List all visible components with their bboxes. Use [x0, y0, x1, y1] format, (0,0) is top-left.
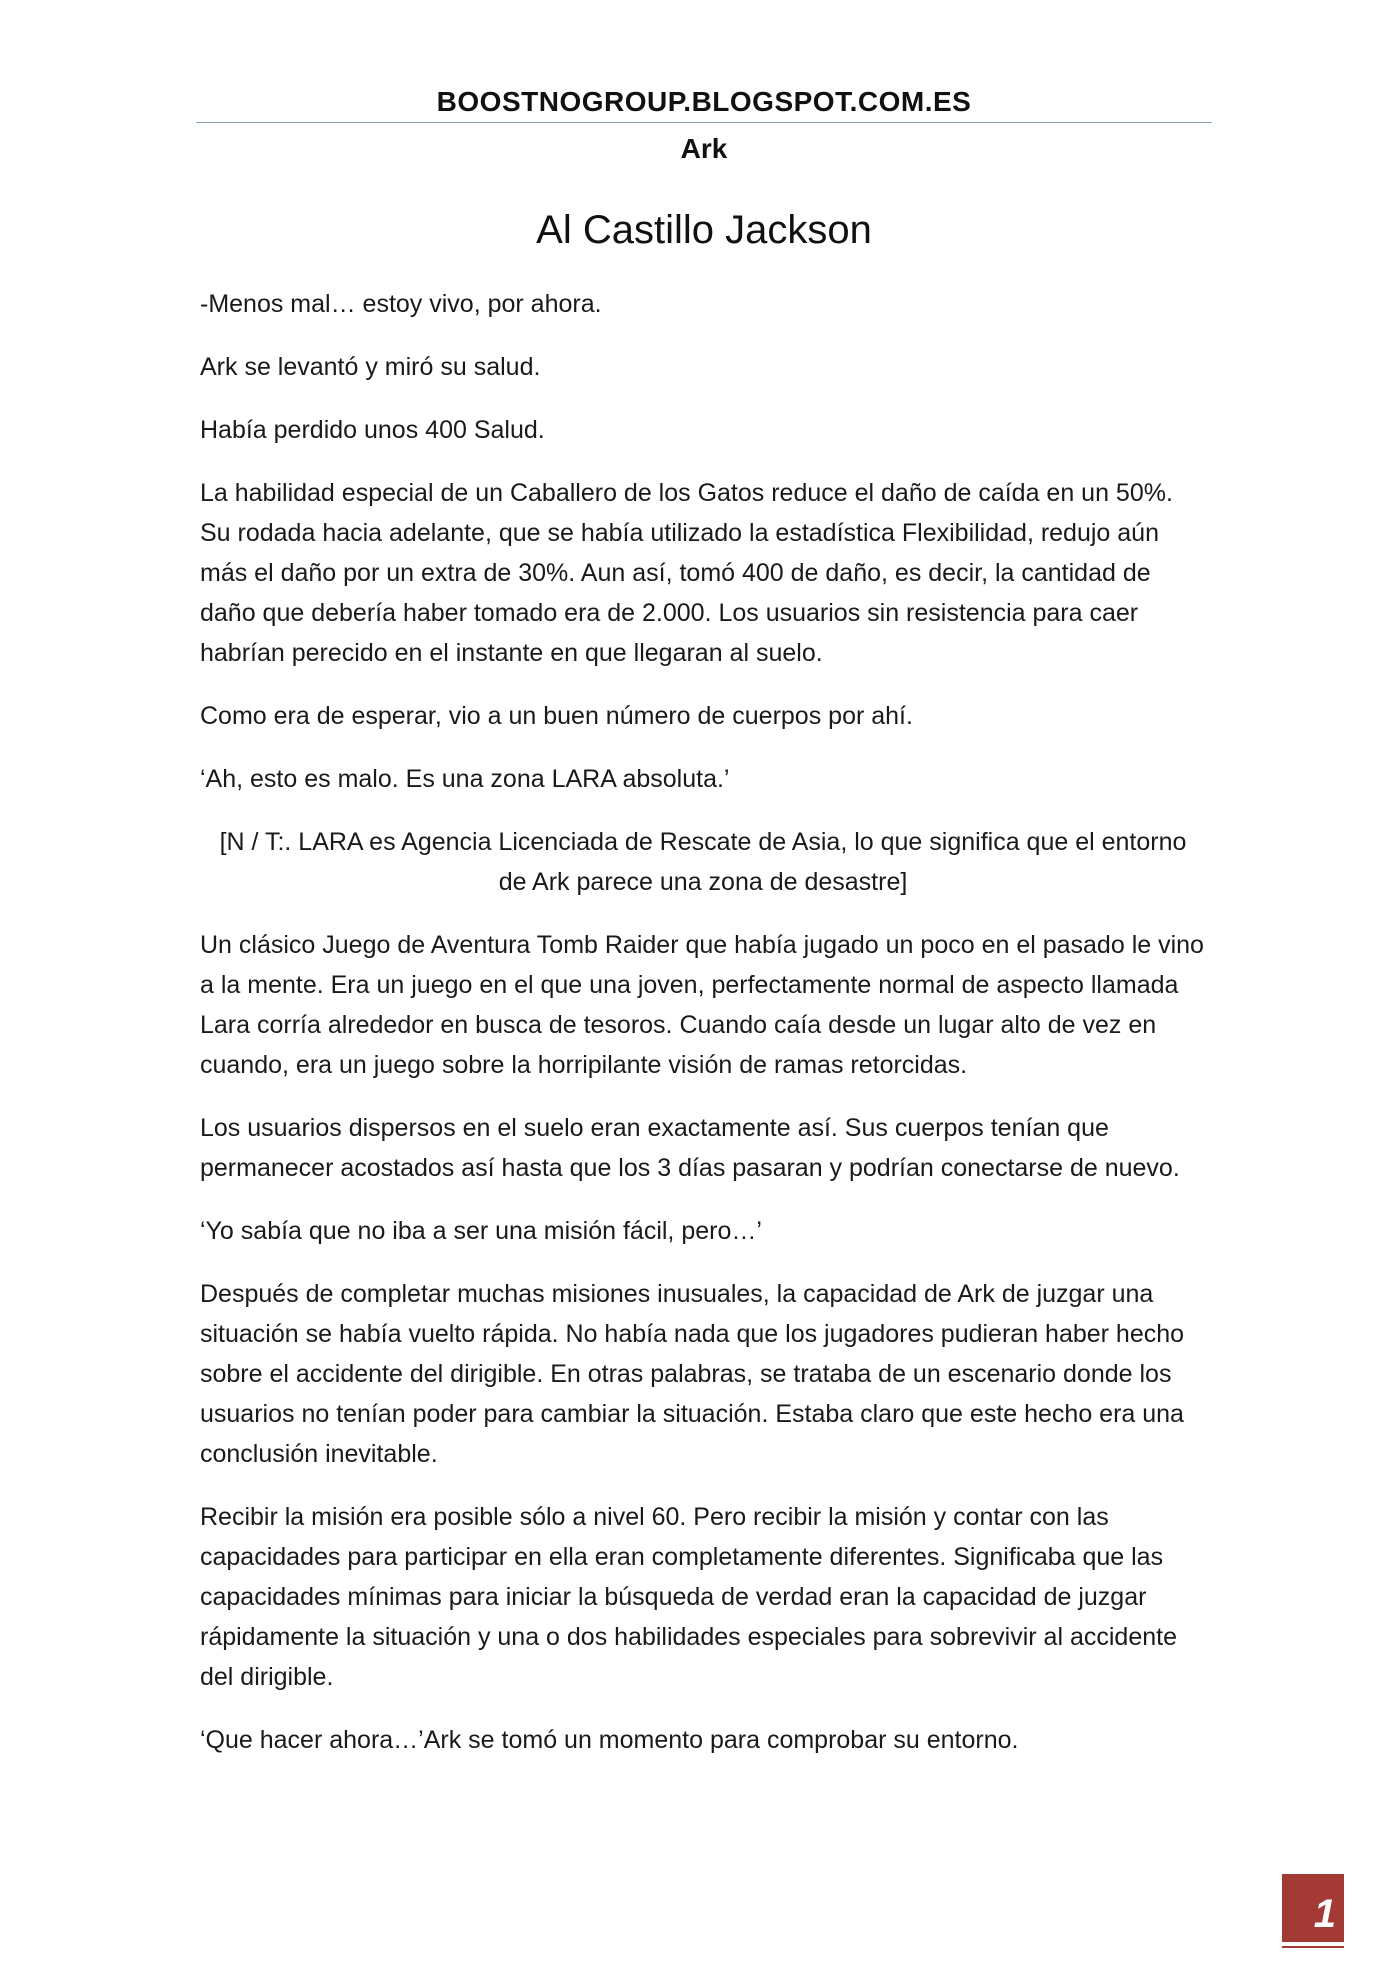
page-number-badge — [1282, 1874, 1344, 1942]
paragraph: ‘Ah, esto es malo. Es una zona LARA absoluta.’ — [200, 765, 730, 793]
paragraph: Como era de esperar, vio a un buen número de cuerpos por ahí. — [200, 702, 913, 730]
paragraph: ‘Que hacer ahora…’Ark se tomó un momento para comprobar su entorno. — [200, 1726, 1019, 1754]
translator-note: [N / T:. LARA es Agencia Licenciada de Rescate de Asia, lo que significa que el entorno de Ark parece una zona de desastre] — [219, 828, 1187, 896]
page-number-underline — [1282, 1946, 1344, 1948]
book-title: Ark — [680, 133, 728, 164]
paragraph: Un clásico Juego de Aventura Tomb Raider que había jugado un poco en el pasado le vino a la mente. Era un juego en el que una joven, perfectamente normal de aspecto llamada Lara corría alrededor en busca de tesoros. Cuando caía desde un lugar alto de vez en cuando, era un juego sobre la horripilante visión de ramas retorcidas. — [200, 931, 1204, 1079]
paragraph: Después de completar muchas misiones inusuales, la capacidad de Ark de juzgar una situación se había vuelto rápida. No había nada que los jugadores pudieran haber hecho sobre el accidente del dirigible. En otras palabras, se trataba de un escenario donde los usuarios no tenían poder para cambiar la situación. Estaba claro que este hecho era una conclusión inevitable. — [200, 1280, 1185, 1468]
paragraph: -Menos mal… estoy vivo, por ahora. — [200, 290, 602, 318]
paragraph: Los usuarios dispersos en el suelo eran exactamente así. Sus cuerpos tenían que permanecer acostados así hasta que los 3 días pasaran y podrían conectarse de nuevo. — [200, 1114, 1180, 1182]
paragraph: Recibir la misión era posible sólo a nivel 60. Pero recibir la misión y contar con las capacidades para participar en ella eran completamente diferentes. Significaba que las capacidades mínimas para iniciar la búsqueda de verdad eran la capacidad de juzgar rápidamente la situación y una o dos habilidades especiales para sobrevivir al accidente del dirigible. — [200, 1503, 1177, 1691]
site-title: BOOSTNOGROUP.BLOGSPOT.COM.ES — [436, 86, 972, 117]
page-number: 1 — [1313, 1892, 1336, 1936]
paragraph: La habilidad especial de un Caballero de los Gatos reduce el daño de caída en un 50%. Su rodada hacia adelante, que se había utilizado la estadística Flexibilidad, redujo aún más el daño por un extra de 30%. Aun así, tomó 400 de daño, es decir, la cantidad de daño que debería haber tomado era de 2.000. Los usuarios sin resistencia para caer habrían perecido en el instante en que llegaran al suelo. — [200, 479, 1173, 667]
chapter-body — [200, 284, 1206, 1783]
paragraph: Ark se levantó y miró su salud. — [200, 353, 541, 381]
paragraph: Había perdido unos 400 Salud. — [200, 416, 545, 444]
page-header — [196, 84, 1212, 167]
paragraph: ‘Yo sabía que no iba a ser una misión fácil, pero…’ — [200, 1217, 762, 1245]
chapter-title: Al Castillo Jackson — [536, 208, 872, 252]
header-divider — [196, 122, 1212, 123]
